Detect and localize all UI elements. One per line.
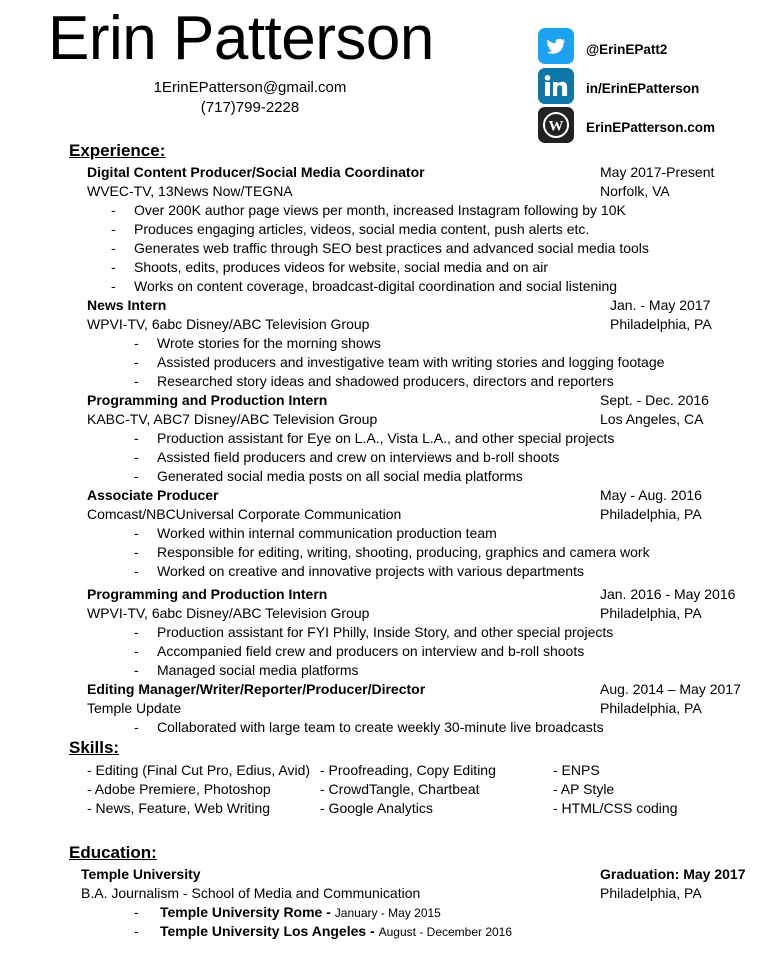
job-dates: May 2017-Present bbox=[600, 164, 715, 180]
program-dates: August - December 2016 bbox=[378, 925, 513, 939]
job-org-row bbox=[0, 604, 779, 623]
job-header bbox=[0, 486, 779, 505]
job-dates: Jan. 2016 - May 2016 bbox=[600, 586, 736, 602]
resume-name: Erin Patterson bbox=[48, 4, 434, 73]
job-dates: Jan. - May 2017 bbox=[610, 297, 711, 313]
job-dates: Sept. - Dec. 2016 bbox=[600, 392, 709, 408]
experience-heading: Experience: bbox=[69, 141, 166, 160]
wordpress-icon bbox=[538, 107, 574, 143]
list-item: - AP Style bbox=[553, 781, 615, 797]
job-org: WPVI-TV, 6abc Disney/ABC Television Group bbox=[87, 316, 370, 332]
list-item: - Accompanied field crew and producers on interview and b-roll shoots bbox=[134, 643, 585, 659]
job-title: Associate Producer bbox=[87, 487, 219, 503]
linkedin-handle[interactable]: in/ErinEPatterson bbox=[586, 81, 700, 96]
list-item: - Generated social media posts on all social media platforms bbox=[134, 468, 523, 484]
school-name: Temple University bbox=[81, 866, 201, 882]
skills-column bbox=[553, 761, 677, 818]
job-org-row bbox=[0, 505, 779, 524]
job-header bbox=[0, 163, 779, 182]
list-item: - Production assistant for Eye on L.A., Vista L.A., and other special projects bbox=[134, 430, 615, 446]
job-location: Los Angeles, CA bbox=[600, 411, 704, 427]
job-org-row bbox=[0, 182, 779, 201]
phone-text: (717)799-2228 bbox=[200, 99, 300, 116]
program-name: Temple University Rome - bbox=[160, 904, 331, 920]
contact-block bbox=[120, 78, 380, 118]
job-location: Philadelphia, PA bbox=[600, 700, 702, 716]
job-title: Programming and Production Intern bbox=[87, 586, 328, 602]
email-text: 1ErinEPatterson@gmail.com bbox=[153, 79, 347, 96]
twitter-icon bbox=[538, 28, 574, 64]
program-name: Temple University Los Angeles - bbox=[160, 923, 375, 939]
job-location: Norfolk, VA bbox=[600, 183, 670, 199]
list-item: - Responsible for editing, writing, shooting, producing, graphics and camera work bbox=[134, 544, 650, 560]
job-header bbox=[0, 680, 779, 699]
list-item: - HTML/CSS coding bbox=[553, 800, 678, 816]
education-header bbox=[0, 865, 779, 884]
job-title: News Intern bbox=[87, 297, 167, 313]
job-dates: Aug. 2014 – May 2017 bbox=[600, 681, 741, 697]
skills-column bbox=[87, 761, 310, 818]
list-item: - Editing (Final Cut Pro, Edius, Avid) bbox=[87, 762, 311, 778]
job-header bbox=[0, 391, 779, 410]
job-location: Philadelphia, PA bbox=[600, 605, 702, 621]
job-location: Philadelphia, PA bbox=[610, 316, 712, 332]
list-item: - Production assistant for FYI Philly, Inside Story, and other special projects bbox=[134, 624, 614, 640]
job-org: WPVI-TV, 6abc Disney/ABC Television Group bbox=[87, 605, 370, 621]
list-item: - Google Analytics bbox=[320, 800, 433, 816]
list-item: - Works on content coverage, broadcast-digital coordination and social listening bbox=[111, 278, 618, 294]
list-item: - Worked within internal communication production team bbox=[134, 525, 497, 541]
job-org: Comcast/NBCUniversal Corporate Communication bbox=[87, 506, 402, 522]
job-title: Editing Manager/Writer/Reporter/Producer/Director bbox=[87, 681, 426, 697]
linkedin-icon bbox=[538, 68, 574, 104]
job-org-row bbox=[0, 410, 779, 429]
list-item: - Wrote stories for the morning shows bbox=[134, 335, 381, 351]
job-header bbox=[0, 585, 779, 604]
job-dates: May - Aug. 2016 bbox=[600, 487, 702, 503]
list-item: - Assisted field producers and crew on interviews and b-roll shoots bbox=[134, 449, 560, 465]
education-heading: Education: bbox=[69, 843, 157, 862]
job-org: Temple Update bbox=[87, 700, 182, 716]
list-item: - Researched story ideas and shadowed producers, directors and reporters bbox=[134, 373, 614, 389]
degree-row bbox=[0, 884, 779, 903]
job-org: WVEC-TV, 13News Now/TEGNA bbox=[87, 183, 293, 199]
list-item: - Managed social media platforms bbox=[134, 662, 359, 678]
job-title: Programming and Production Intern bbox=[87, 392, 328, 408]
list-item: - Assisted producers and investigative team with writing stories and logging footage bbox=[134, 354, 665, 370]
list-item: - Collaborated with large team to create weekly 30-minute live broadcasts bbox=[134, 719, 604, 735]
twitter-handle[interactable]: @ErinEPatt2 bbox=[586, 42, 668, 57]
school-location: Philadelphia, PA bbox=[600, 885, 702, 901]
skills-column bbox=[320, 761, 496, 818]
job-header bbox=[0, 296, 779, 315]
job-org-row bbox=[0, 315, 779, 334]
skills-heading: Skills: bbox=[69, 738, 120, 757]
degree: B.A. Journalism - School of Media and Communication bbox=[81, 885, 421, 901]
list-item: - Temple University Los Angeles - August - December 2016 bbox=[134, 923, 513, 939]
list-item: - ENPS bbox=[553, 762, 600, 778]
program-dates: January - May 2015 bbox=[334, 906, 441, 920]
list-item: - Adobe Premiere, Photoshop bbox=[87, 781, 271, 797]
list-item: - Worked on creative and innovative projects with various departments bbox=[134, 563, 584, 579]
list-item: - CrowdTangle, Chartbeat bbox=[320, 781, 480, 797]
job-org-row bbox=[0, 699, 779, 718]
list-item: - Shoots, edits, produces videos for website, social media and on air bbox=[111, 259, 549, 275]
job-location: Philadelphia, PA bbox=[600, 506, 702, 522]
list-item: - News, Feature, Web Writing bbox=[87, 800, 271, 816]
list-item: - Generates web traffic through SEO best practices and advanced social media tools bbox=[111, 240, 649, 256]
list-item: - Over 200K author page views per month, increased Instagram following by 10K bbox=[111, 202, 626, 218]
list-item: - Temple University Rome - January - May 2015 bbox=[134, 904, 441, 920]
list-item: - Produces engaging articles, videos, social media content, push alerts etc. bbox=[111, 221, 590, 237]
website-link[interactable]: ErinEPatterson.com bbox=[586, 120, 716, 135]
graduation-date: Graduation: May 2017 bbox=[600, 866, 746, 882]
list-item: - Proofreading, Copy Editing bbox=[320, 762, 496, 778]
job-title: Digital Content Producer/Social Media Coordinator bbox=[87, 164, 425, 180]
job-org: KABC-TV, ABC7 Disney/ABC Television Group bbox=[87, 411, 378, 427]
svg-text:W: W bbox=[548, 118, 564, 135]
